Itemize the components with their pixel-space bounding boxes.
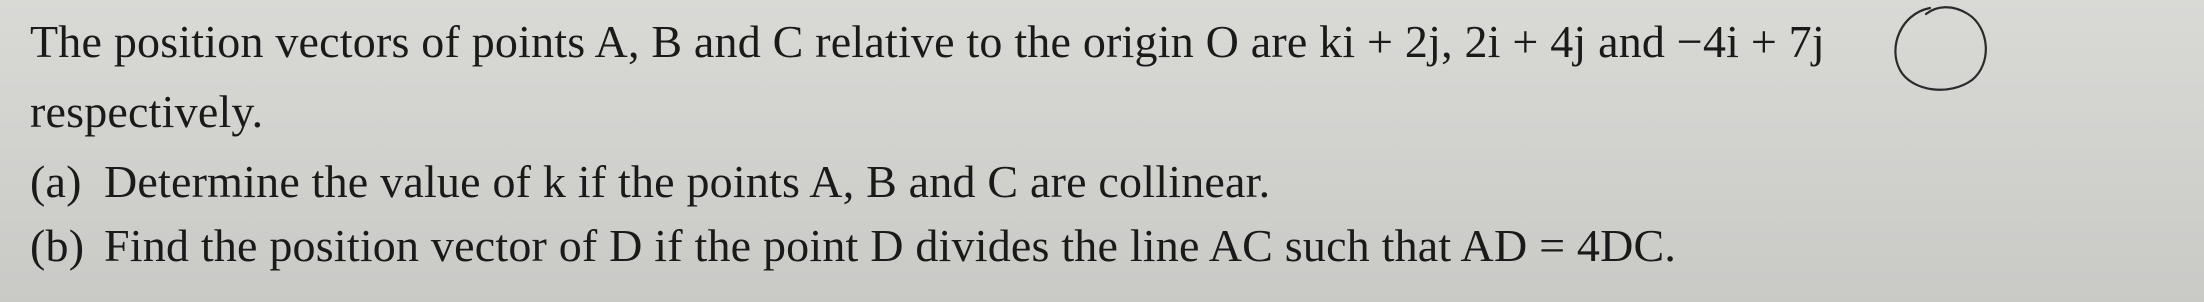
question-stem-line-2: respectively.: [30, 86, 264, 137]
part-a-text: Determine the value of k if the points A, B and C are collinear.: [104, 156, 1271, 207]
question-stem-line-1: The position vectors of points A, B and C relative to the origin O are ki + 2j, 2i + 4j and −4i + 7j: [30, 16, 1825, 67]
part-b-text: Find the position vector of D if the point D divides the line AC such that AD = 4DC.: [104, 220, 1677, 271]
part-a-label: (a): [30, 156, 82, 207]
question-part-b: [30, 218, 1676, 274]
question-part-a: [30, 154, 1270, 210]
part-b-label: (b): [30, 220, 85, 271]
